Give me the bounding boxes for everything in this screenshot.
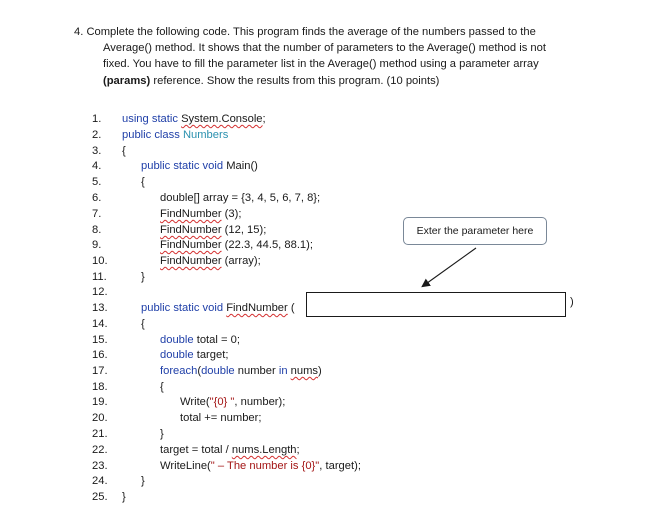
code-token: (3); bbox=[221, 208, 242, 220]
line-number: 5. bbox=[92, 176, 102, 188]
line-number: 19. bbox=[92, 396, 108, 408]
code-token: FindNumber bbox=[226, 302, 288, 314]
line-number: 7. bbox=[92, 208, 102, 220]
code-token: Numbers bbox=[182, 129, 229, 141]
code-token: ; bbox=[262, 113, 266, 125]
code-token: double bbox=[160, 334, 194, 346]
code-token: target; bbox=[193, 349, 229, 361]
line-number: 1. bbox=[92, 113, 102, 125]
params-keyword: (params) bbox=[103, 74, 151, 87]
line-number: 4. bbox=[92, 160, 102, 172]
code-token: { bbox=[141, 176, 145, 188]
code-token: using static bbox=[122, 113, 182, 125]
code-token: foreach bbox=[160, 365, 198, 377]
line-number: 24. bbox=[92, 475, 108, 487]
code-token: Write( bbox=[180, 396, 210, 408]
code-token: total = 0; bbox=[193, 334, 240, 346]
line-number: 15. bbox=[92, 334, 108, 346]
question-line-4-rest: reference. Show the results from this program. (10 points) bbox=[150, 74, 440, 87]
code-token: System.Console bbox=[181, 113, 263, 125]
question-line-3: fixed. You have to fill the parameter list in the Average() method using a parameter array bbox=[103, 58, 539, 71]
callout-box: Exter the parameter here bbox=[403, 217, 547, 245]
code-token: target = total / bbox=[160, 444, 232, 456]
code-token: " – The number is {0}" bbox=[210, 460, 320, 472]
line-number: 16. bbox=[92, 349, 108, 361]
code-token: double bbox=[201, 365, 235, 377]
code-token: { bbox=[141, 318, 145, 330]
code-token: public static void bbox=[141, 302, 227, 314]
line-number: 20. bbox=[92, 412, 108, 424]
code-token: ; bbox=[296, 444, 300, 456]
code-token: ) bbox=[318, 365, 322, 377]
line-number: 17. bbox=[92, 365, 108, 377]
code-token: { bbox=[160, 381, 164, 393]
line-number: 11. bbox=[92, 271, 107, 283]
line-number: 22. bbox=[92, 444, 108, 456]
line-number: 23. bbox=[92, 460, 108, 472]
code-token: } bbox=[160, 428, 164, 440]
code-token: ( bbox=[197, 365, 202, 377]
code-token: ( bbox=[287, 302, 295, 314]
code-token: in bbox=[278, 365, 288, 377]
line-number: 8. bbox=[92, 224, 102, 236]
line-number: 12. bbox=[92, 286, 108, 298]
question-line-2: Average() method. It shows that the number of parameters to the Average() method is not bbox=[103, 42, 546, 55]
line-number: 3. bbox=[92, 145, 102, 157]
line-number: 18. bbox=[92, 381, 108, 393]
code-token: double bbox=[160, 349, 194, 361]
code-token: nums bbox=[290, 365, 319, 377]
code-token: public class bbox=[122, 129, 183, 141]
question-line-1: 4. Complete the following code. This program finds the average of the numbers passed to the bbox=[74, 26, 536, 38]
code-token: (array); bbox=[221, 255, 261, 267]
code-token: FindNumber bbox=[160, 255, 222, 267]
closing-paren: ) bbox=[570, 296, 574, 308]
code-token: (12, 15); bbox=[221, 224, 267, 236]
code-token: } bbox=[122, 491, 126, 503]
code-token: FindNumber bbox=[160, 224, 222, 236]
code-token: Main() bbox=[226, 160, 258, 172]
code-token: } bbox=[141, 475, 145, 487]
code-token: public static void bbox=[141, 160, 227, 172]
line-number: 14. bbox=[92, 318, 108, 330]
code-token: total += number; bbox=[180, 412, 262, 424]
code-token: FindNumber bbox=[160, 208, 222, 220]
code-token: number bbox=[234, 365, 279, 377]
code-token: , number); bbox=[234, 396, 286, 408]
line-number: 6. bbox=[92, 192, 102, 204]
code-token: nums.Length bbox=[231, 444, 297, 456]
line-number: 21. bbox=[92, 428, 108, 440]
line-number: 10. bbox=[92, 255, 108, 267]
line-number: 2. bbox=[92, 129, 102, 141]
code-token: "{0} " bbox=[209, 396, 235, 408]
code-token: (22.3, 44.5, 88.1); bbox=[221, 239, 313, 251]
line-number: 9. bbox=[92, 239, 102, 251]
code-token: , target); bbox=[319, 460, 361, 472]
code-token: { bbox=[122, 145, 126, 157]
code-token: } bbox=[141, 271, 145, 283]
code-token: double[] array = {3, 4, 5, 6, 7, 8}; bbox=[160, 192, 321, 204]
code-token: FindNumber bbox=[160, 239, 222, 251]
code-token: WriteLine( bbox=[160, 460, 211, 472]
line-number: 25. bbox=[92, 491, 108, 503]
line-number: 13. bbox=[92, 302, 108, 314]
